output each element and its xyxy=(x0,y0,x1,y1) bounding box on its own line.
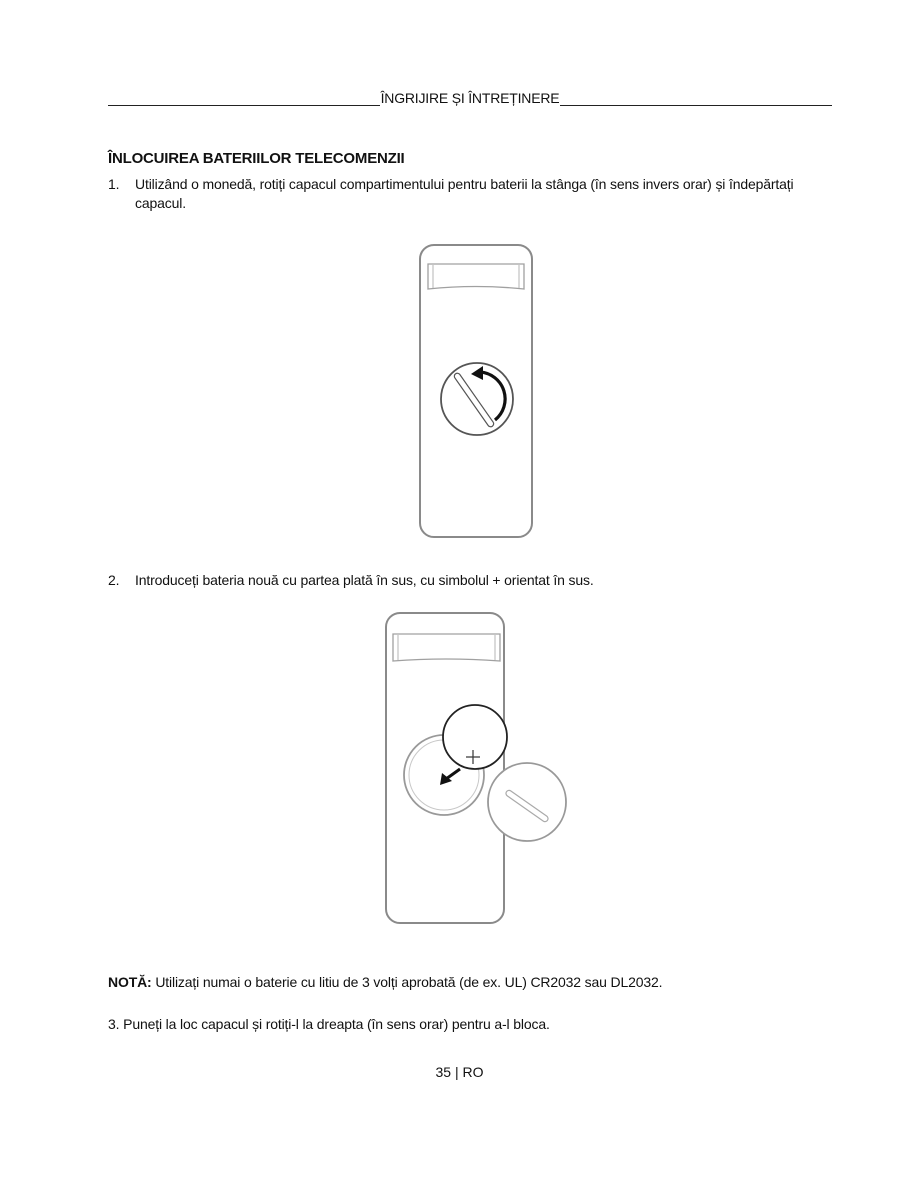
coin-battery-icon xyxy=(443,705,507,769)
note-text: Utilizați numai o baterie cu litiu de 3 volți aprobată (de ex. UL) CR2032 sau DL2032. xyxy=(151,974,663,990)
header-rule-left xyxy=(108,91,380,106)
step-number: 2. xyxy=(108,572,120,588)
section-title: ÎNLOCUIREA BATERIILOR TELECOMENZII xyxy=(108,150,405,167)
step-text: Puneți la loc capacul și rotiți-l la dreapta (în sens orar) pentru a-l bloca. xyxy=(123,1016,550,1032)
step-text: Introduceți bateria nouă cu partea plată în sus, cu simbolul + orientat în sus. xyxy=(135,572,594,588)
removed-cover-icon xyxy=(488,763,566,841)
step-number: 1. xyxy=(108,176,120,192)
step-text: Utilizând o monedă, rotiți capacul compartimentului pentru baterii la stânga (în sens invers orar) și îndepărtați capacul. xyxy=(135,176,794,211)
page-header xyxy=(108,90,832,106)
header-rule-right xyxy=(560,91,832,106)
step-1 xyxy=(108,175,808,213)
header-title: ÎNGRIJIRE ȘI ÎNTREȚINERE xyxy=(380,90,560,106)
figure-remote-rotate-cover xyxy=(415,242,537,542)
step-2 xyxy=(108,571,808,590)
figure-remote-insert-battery xyxy=(380,609,580,929)
page-number: 35 | RO xyxy=(435,1064,484,1080)
note-label: NOTĂ: xyxy=(108,974,152,990)
note xyxy=(108,974,662,990)
step-3 xyxy=(108,1015,808,1034)
step-number: 3. xyxy=(108,1016,120,1032)
